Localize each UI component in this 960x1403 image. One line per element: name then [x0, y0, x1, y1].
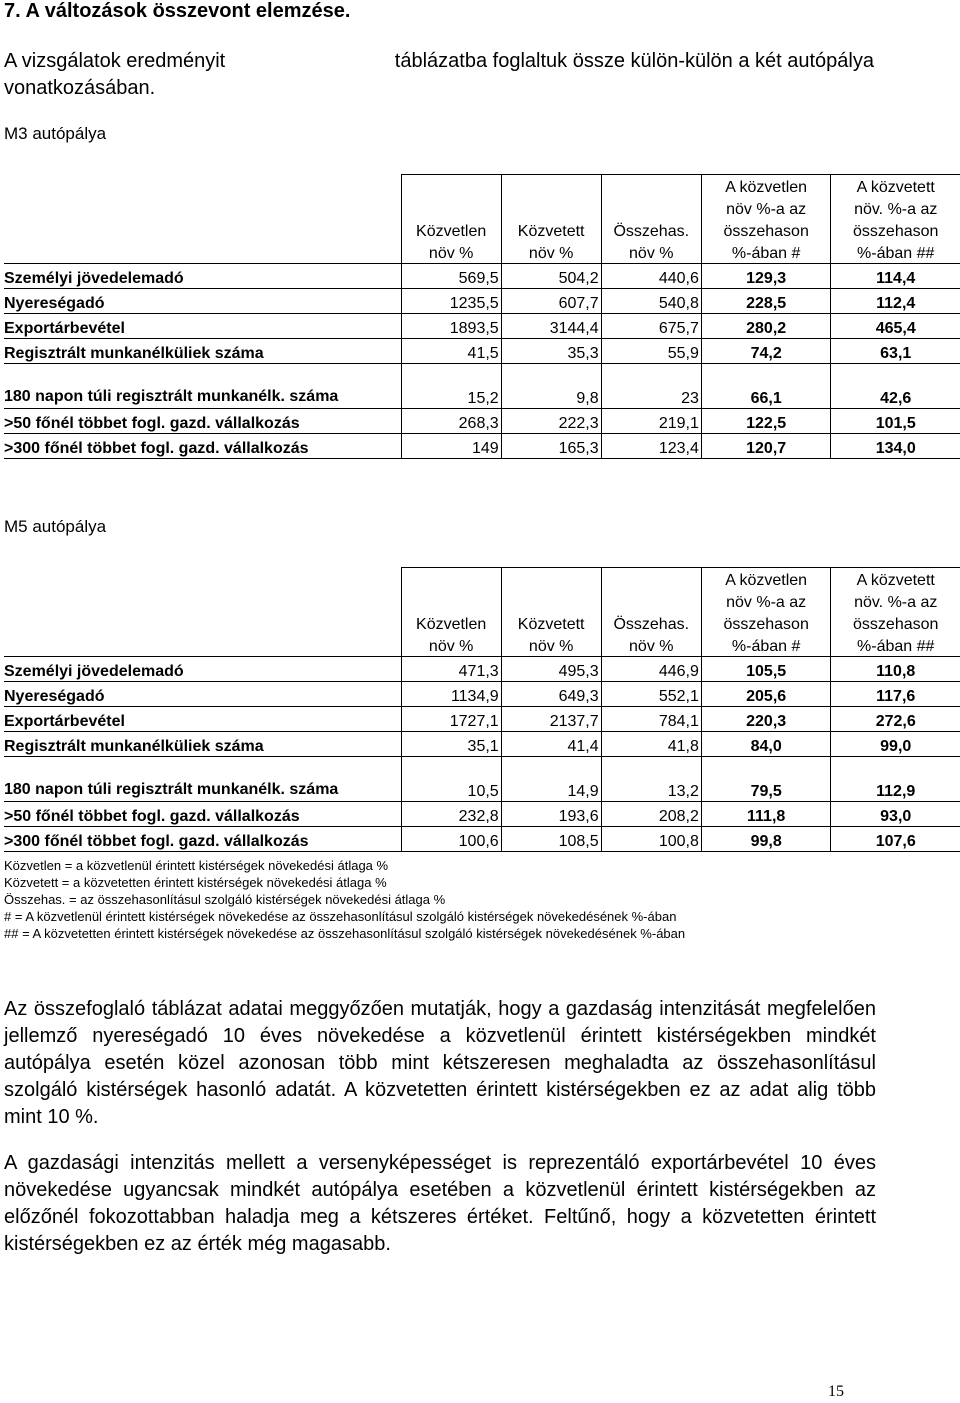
m5-h-c4-2: növ %-a az [701, 590, 831, 612]
cell: 193,6 [501, 802, 601, 827]
cell: 1235,5 [401, 289, 501, 314]
m3-h-c1-1: Közvetlen [401, 219, 501, 241]
m5-h-c3-2: növ % [601, 634, 701, 657]
cell: 1134,9 [401, 682, 501, 707]
cell: 100,6 [401, 827, 501, 852]
cell: 165,3 [501, 434, 601, 459]
m5-h-c3-1: Összehas. [601, 612, 701, 634]
cell: 15,2 [401, 364, 501, 409]
cell: 268,3 [401, 409, 501, 434]
row-label: 180 napon túli regisztrált munkanélk. száma [4, 364, 401, 409]
cell: 219,1 [601, 409, 701, 434]
m3-h-c1-2: növ % [401, 241, 501, 264]
m3-h-c4-1: A közvetlen [701, 175, 831, 198]
m5-h-c2-1: Közvetett [501, 612, 601, 634]
cell: 123,4 [601, 434, 701, 459]
cell: 14,9 [501, 757, 601, 802]
m5-h-c5-4: %-ában ## [831, 634, 960, 657]
intro-text [4, 48, 874, 102]
m3-h-c2-2: növ % [501, 241, 601, 264]
cell: 74,2 [701, 339, 831, 364]
m5-h-c5-1: A közvetett [831, 568, 960, 591]
cell: 99,8 [701, 827, 831, 852]
m3-h-c5-2: növ. %-a az [831, 197, 960, 219]
cell: 607,7 [501, 289, 601, 314]
legend-item: Közvetett = a közvetetten érintett kistérségek növekedési átlaga % [4, 875, 387, 890]
intro-line1-right: táblázatba foglaltuk össze külön-külön a két autópálya [394, 50, 874, 72]
table-row [4, 757, 960, 802]
cell: 110,8 [831, 657, 960, 682]
m5-title: M5 autópálya [4, 517, 107, 536]
m5-h-c1-1: Közvetlen [401, 612, 501, 634]
m5-h-c2-2: növ % [501, 634, 601, 657]
cell: 117,6 [831, 682, 960, 707]
m3-h-c2-1: Közvetett [501, 219, 601, 241]
m3-h-c4-3: összehason [701, 219, 831, 241]
cell: 228,5 [701, 289, 831, 314]
table-row [4, 682, 960, 707]
table-row [4, 264, 960, 289]
cell: 205,6 [701, 682, 831, 707]
cell: 111,8 [701, 802, 831, 827]
cell: 232,8 [401, 802, 501, 827]
row-label: >50 főnél többet fogl. gazd. vállalkozás [4, 802, 401, 827]
row-label: Személyi jövedelemadó [4, 264, 401, 289]
cell: 122,5 [701, 409, 831, 434]
m3-title: M3 autópálya [4, 124, 107, 143]
cell: 100,8 [601, 827, 701, 852]
row-label: Regisztrált munkanélküliek száma [4, 339, 401, 364]
row-label: Személyi jövedelemadó [4, 657, 401, 682]
m5-h-c4-3: összehason [701, 612, 831, 634]
paragraph-2: A gazdasági intenzitás mellett a versenyképességet is reprezentáló exportárbevétel 10 éves növekedése ugyancsak mindkét autópálya esetében a közvetlenül érintett kistérségekben az előzőnél fokozottabban haladja meg a kétszeres értéket. Feltűnő, hogy a közvetetten érintett kistérségekben ez az érték még magasabb. [4, 1152, 876, 1255]
cell: 112,9 [831, 757, 960, 802]
intro-line2: vonatkozásában. [4, 77, 156, 99]
cell: 41,5 [401, 339, 501, 364]
m3-h-c4-4: %-ában # [701, 241, 831, 264]
cell: 23 [601, 364, 701, 409]
cell: 101,5 [831, 409, 960, 434]
cell: 79,5 [701, 757, 831, 802]
table-row [4, 732, 960, 757]
cell: 208,2 [601, 802, 701, 827]
cell: 495,3 [501, 657, 601, 682]
m5-h-c5-3: összehason [831, 612, 960, 634]
page-number: 15 [828, 1383, 844, 1400]
cell: 504,2 [501, 264, 601, 289]
m5-h-c1-2: növ % [401, 634, 501, 657]
legend-item: # = A közvetlenül érintett kistérségek növekedése az összehasonlításul szolgáló kistérségek növekedésének %-ában [4, 909, 677, 924]
cell: 2137,7 [501, 707, 601, 732]
table-row [4, 827, 960, 852]
cell: 41,4 [501, 732, 601, 757]
cell: 280,2 [701, 314, 831, 339]
legend-item: Közvetlen = a közvetlenül érintett kistérségek növekedési átlaga % [4, 858, 389, 873]
m3-h-c5-1: A közvetett [831, 175, 960, 198]
row-label: >50 főnél többet fogl. gazd. vállalkozás [4, 409, 401, 434]
table-row [4, 409, 960, 434]
m3-h-c3-2: növ % [601, 241, 701, 264]
cell: 13,2 [601, 757, 701, 802]
legend [4, 857, 685, 942]
cell: 35,3 [501, 339, 601, 364]
cell: 552,1 [601, 682, 701, 707]
cell: 10,5 [401, 757, 501, 802]
cell: 114,4 [831, 264, 960, 289]
cell: 107,6 [831, 827, 960, 852]
cell: 63,1 [831, 339, 960, 364]
cell: 112,4 [831, 289, 960, 314]
cell: 272,6 [831, 707, 960, 732]
m3-h-c5-3: összehason [831, 219, 960, 241]
cell: 9,8 [501, 364, 601, 409]
m5-h-c4-4: %-ában # [701, 634, 831, 657]
row-label: Nyereségadó [4, 289, 401, 314]
table-row [4, 657, 960, 682]
cell: 41,8 [601, 732, 701, 757]
cell: 134,0 [831, 434, 960, 459]
row-label: >300 főnél többet fogl. gazd. vállalkozás [4, 827, 401, 852]
table-row [4, 707, 960, 732]
cell: 108,5 [501, 827, 601, 852]
cell: 222,3 [501, 409, 601, 434]
cell: 540,8 [601, 289, 701, 314]
cell: 42,6 [831, 364, 960, 409]
cell: 440,6 [601, 264, 701, 289]
m3-h-c4-2: növ %-a az [701, 197, 831, 219]
cell: 1727,1 [401, 707, 501, 732]
m3-h-c5-4: %-ában ## [831, 241, 960, 264]
table-row [4, 802, 960, 827]
cell: 465,4 [831, 314, 960, 339]
table-row [4, 434, 960, 459]
intro-line1-left: A vizsgálatok eredményit [4, 50, 226, 72]
cell: 220,3 [701, 707, 831, 732]
cell: 675,7 [601, 314, 701, 339]
section-heading: 7. A változások összevont elemzése. [4, 0, 351, 22]
cell: 99,0 [831, 732, 960, 757]
cell: 3144,4 [501, 314, 601, 339]
cell: 84,0 [701, 732, 831, 757]
cell: 1893,5 [401, 314, 501, 339]
cell: 784,1 [601, 707, 701, 732]
m5-h-c5-2: növ. %-a az [831, 590, 960, 612]
m5-h-c4-1: A közvetlen [701, 568, 831, 591]
paragraph-1: Az összefoglaló táblázat adatai meggyőzően mutatják, hogy a gazdaság intenzitását megfelelően jellemző nyereségadó 10 éves növekedése a közvetlenül érintett kistérségekben mindkét autópálya esetén közel azonosan több mint kétszeresen meghaladta az összehasonlításul szolgáló kistérségek hasonló adatát. A közvetetten érintett kistérségekben ez az adat alig több mint 10 %. [4, 998, 876, 1128]
cell: 471,3 [401, 657, 501, 682]
legend-item: Összehas. = az összehasonlításul szolgáló kistérségek növekedési átlaga % [4, 892, 446, 907]
cell: 105,5 [701, 657, 831, 682]
cell: 149 [401, 434, 501, 459]
table-row [4, 364, 960, 409]
cell: 446,9 [601, 657, 701, 682]
m5-table [4, 567, 960, 852]
m3-table [4, 174, 960, 459]
cell: 649,3 [501, 682, 601, 707]
cell: 120,7 [701, 434, 831, 459]
table-row [4, 289, 960, 314]
row-label: >300 főnél többet fogl. gazd. vállalkozás [4, 434, 401, 459]
row-label: Nyereségadó [4, 682, 401, 707]
cell: 129,3 [701, 264, 831, 289]
cell: 569,5 [401, 264, 501, 289]
row-label: Regisztrált munkanélküliek száma [4, 732, 401, 757]
cell: 93,0 [831, 802, 960, 827]
m3-h-c3-1: Összehas. [601, 219, 701, 241]
legend-item: ## = A közvetetten érintett kistérségek növekedése az összehasonlításul szolgáló kistérségek növekedésének %-ában [4, 926, 686, 941]
row-label: Exportárbevétel [4, 707, 401, 732]
table-row [4, 339, 960, 364]
row-label: Exportárbevétel [4, 314, 401, 339]
cell: 35,1 [401, 732, 501, 757]
cell: 66,1 [701, 364, 831, 409]
row-label: 180 napon túli regisztrált munkanélk. száma [4, 757, 401, 802]
cell: 55,9 [601, 339, 701, 364]
table-row [4, 314, 960, 339]
